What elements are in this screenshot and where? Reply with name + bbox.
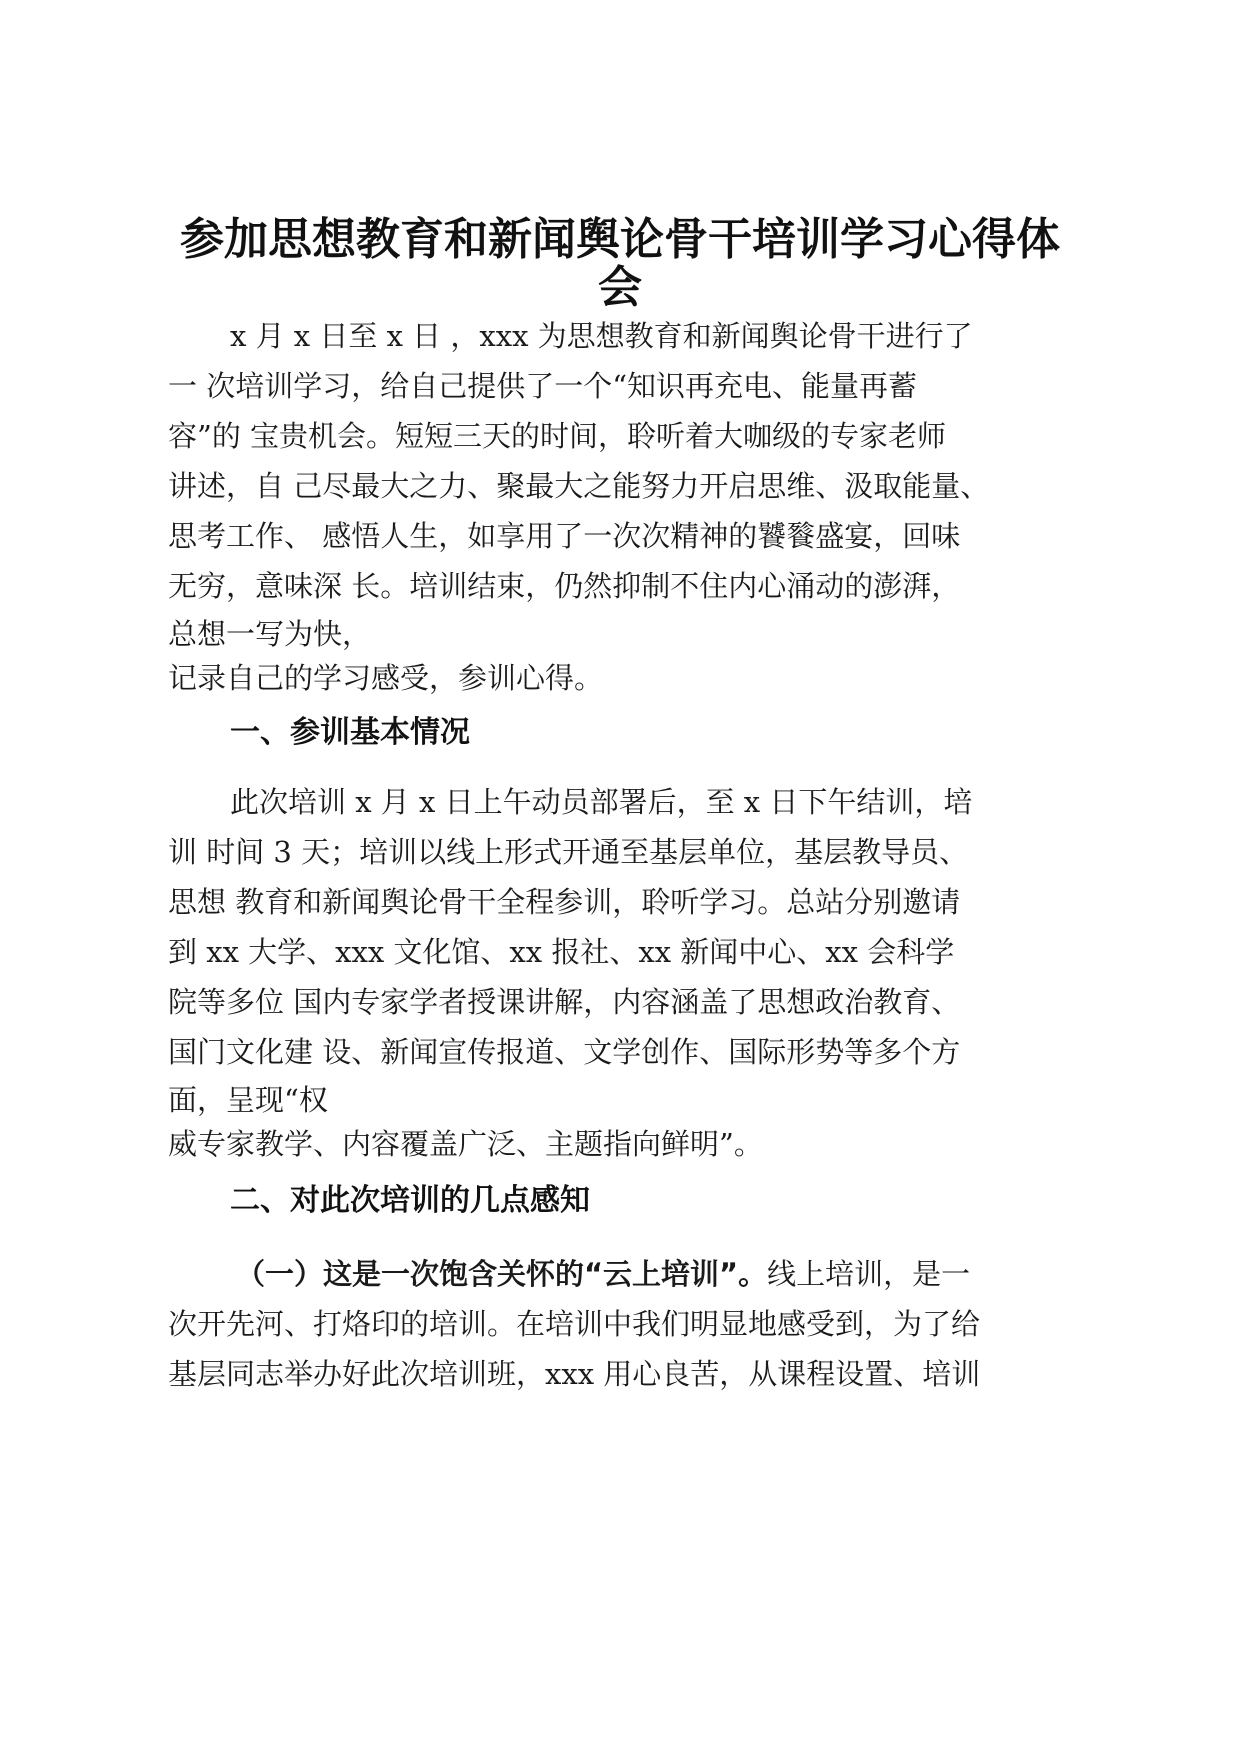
para2-line: 威专家教学、内容覆盖广泛、主题指向鲜明”。 [168,1127,763,1161]
document-title-line2: 会 [598,262,642,313]
para1-line: 一 次培训学习，给自己提供了一个“知识再充电、能量再蓄 [168,369,918,403]
para1-line: 思考工作、 感悟人生，如享用了一次次精神的饕餮盛宴，回味 [168,519,961,553]
document-title-line1: 参加思想教育和新闻舆论骨干培训学习心得体 [180,214,1060,265]
para1-line: 讲述，自 己尽最大之力、聚最大之能努力开启思维、汲取能量、 [168,469,990,503]
para1-line: 总想一写为快， [168,617,372,651]
section-heading-1: 一、参训基本情况 [230,715,470,750]
para3-first-line-text: 线上培训，是一 [767,1257,971,1291]
para1-line: 无穷，意味深 长。培训结束，仍然抑制不住内心涌动的澎湃， [168,569,961,603]
para2-line: 院等多位 国内专家学者授课讲解，内容涵盖了思想政治教育、 [168,985,961,1019]
para1-line: x 月 x 日至 x 日 ，xxx 为思想教育和新闻舆论骨干进行了 [230,319,973,353]
para2-line: 训 时间 3 天；培训以线上形式开通至基层单位，基层教导员、 [168,835,969,869]
para1-line: 记录自己的学习感受，参训心得。 [168,661,604,695]
para2-line: 思想 教育和新闻舆论骨干全程参训，聆听学习。总站分别邀请 [168,885,961,919]
section-heading-2: 二、对此次培训的几点感知 [230,1183,590,1218]
para2-line: 到 xx 大学、xxx 文化馆、xx 报社、xx 新闻中心、xx 会科学 [168,935,955,969]
subsection-heading-1: （一）这是一次饱含关怀的“云上培训”。 [236,1257,768,1291]
para3-line: 次开先河、打烙印的培训。在培训中我们明显地感受到，为了给 [168,1307,981,1341]
para2-line: 面，呈现“权 [168,1083,328,1117]
para1-line: 容”的 宝贵机会。短短三天的时间，聆听着大咖级的专家老师 [168,419,947,453]
para2-line: 此次培训 x 月 x 日上午动员部署后，至 x 日下午结训，培 [230,785,973,819]
para2-line: 国门文化建 设、新闻宣传报道、文学创作、国际形势等多个方 [168,1035,961,1069]
para3-line: 基层同志举办好此次培训班，xxx 用心良苦，从课程设置、培训 [168,1357,981,1391]
para3-first-line [236,1257,971,1291]
